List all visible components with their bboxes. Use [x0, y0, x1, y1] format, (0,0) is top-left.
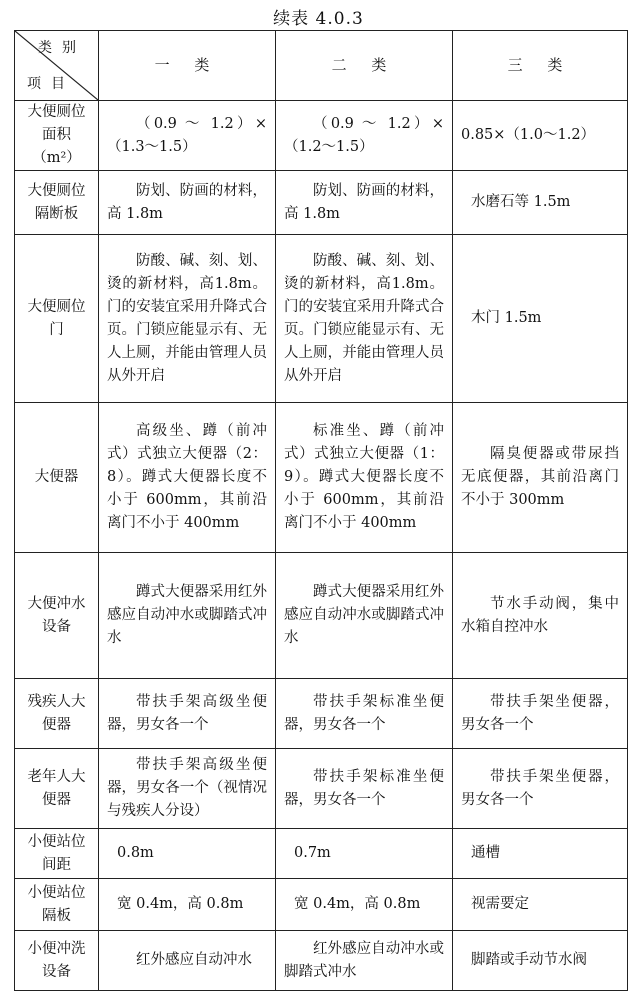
- standards-table: [14, 30, 628, 991]
- cell-class-1: 带扶手架高级坐便器，男女各一个: [99, 679, 276, 749]
- row-item: 小便冲洗设备: [15, 931, 99, 991]
- cell-class-3: 带扶手架坐便器，男女各一个: [453, 749, 628, 829]
- row-item: 大便厕位面积（m²）: [15, 101, 99, 171]
- table-row: [15, 235, 628, 403]
- cell-class-3: 脚踏或手动节水阀: [453, 931, 628, 991]
- table-row: [15, 553, 628, 679]
- cell-class-3: 带扶手架坐便器，男女各一个: [453, 679, 628, 749]
- header-row: [15, 31, 628, 101]
- row-item: 大便器: [15, 403, 99, 553]
- cell-class-2: 红外感应自动冲水或脚踏式冲水: [276, 931, 453, 991]
- cell-class-1: 防划、防画的材料，高 1.8m: [99, 171, 276, 235]
- table-row: [15, 171, 628, 235]
- cell-class-1: 蹲式大便器采用红外感应自动冲水或脚踏式冲水: [99, 553, 276, 679]
- row-item: 小便站位间距: [15, 829, 99, 879]
- table-caption: 续表 4.0.3: [273, 9, 364, 29]
- cell-class-3: 视需要定: [453, 879, 628, 931]
- table-row: [15, 679, 628, 749]
- cell-class-1: 高级坐、蹲（前冲式）式独立大便器（2：8）。蹲式大便器长度不小于 600mm，其前沿离门不小于 400mm: [99, 403, 276, 553]
- row-item: 大便厕位门: [15, 235, 99, 403]
- cell-class-2: 防酸、碱、刻、划、烫的新材料，高1.8m。门的安装宜采用升降式合页。门锁应能显示有、无人上厕，并能由管理人员从外开启: [276, 235, 453, 403]
- row-item: 大便冲水设备: [15, 553, 99, 679]
- cell-class-3: 木门 1.5m: [453, 235, 628, 403]
- cell-class-2: 带扶手架标准坐便器，男女各一个: [276, 679, 453, 749]
- cell-class-3: 水磨石等 1.5m: [453, 171, 628, 235]
- cell-class-3: 隔臭便器或带尿挡无底便器，其前沿离门不小于 300mm: [453, 403, 628, 553]
- table-row: [15, 749, 628, 829]
- cell-class-1: 宽 0.4m，高 0.8m: [99, 879, 276, 931]
- cell-class-2: 0.7m: [276, 829, 453, 879]
- table-row: [15, 879, 628, 931]
- category-label: 类别: [38, 40, 86, 56]
- table-row: [15, 403, 628, 553]
- table-row: [15, 931, 628, 991]
- cell-class-2: 蹲式大便器采用红外感应自动冲水或脚踏式冲水: [276, 553, 453, 679]
- cell-class-3: 0.85×（1.0～1.2）: [453, 101, 628, 171]
- cell-class-2: 宽 0.4m，高 0.8m: [276, 879, 453, 931]
- row-item: 小便站位隔板: [15, 879, 99, 931]
- cell-class-1: （0.9 ～ 1.2）×（1.3～1.5）: [99, 101, 276, 171]
- col-header-class-2: 二 类: [276, 31, 453, 101]
- cell-class-1: 防酸、碱、刻、划、烫的新材料，高1.8m。门的安装宜采用升降式合页。门锁应能显示有、无人上厕，并能由管理人员从外开启: [99, 235, 276, 403]
- cell-class-1: 带扶手架高级坐便器，男女各一个（视情况与残疾人分设）: [99, 749, 276, 829]
- cell-class-2: 标准坐、蹲（前冲式）式独立大便器（1：9）。蹲式大便器长度不小于 600mm，其前沿离门不小于 400mm: [276, 403, 453, 553]
- row-item: 大便厕位隔断板: [15, 171, 99, 235]
- cell-class-3: 通槽: [453, 829, 628, 879]
- cell-class-2: （0.9 ～ 1.2）×（1.2～1.5）: [276, 101, 453, 171]
- row-item: 残疾人大便器: [15, 679, 99, 749]
- table-row: [15, 829, 628, 879]
- cell-class-3: 节水手动阀，集中水箱自控冲水: [453, 553, 628, 679]
- diagonal-header-cell: [15, 31, 99, 101]
- col-header-class-3: 三 类: [453, 31, 628, 101]
- cell-class-2: 防划、防画的材料，高 1.8m: [276, 171, 453, 235]
- row-item: 老年人大便器: [15, 749, 99, 829]
- cell-class-2: 带扶手架标准坐便器，男女各一个: [276, 749, 453, 829]
- cell-class-1: 0.8m: [99, 829, 276, 879]
- cell-class-1: 红外感应自动冲水: [99, 931, 276, 991]
- table-row: [15, 101, 628, 171]
- item-label: 项目: [27, 76, 75, 92]
- col-header-class-1: 一 类: [99, 31, 276, 101]
